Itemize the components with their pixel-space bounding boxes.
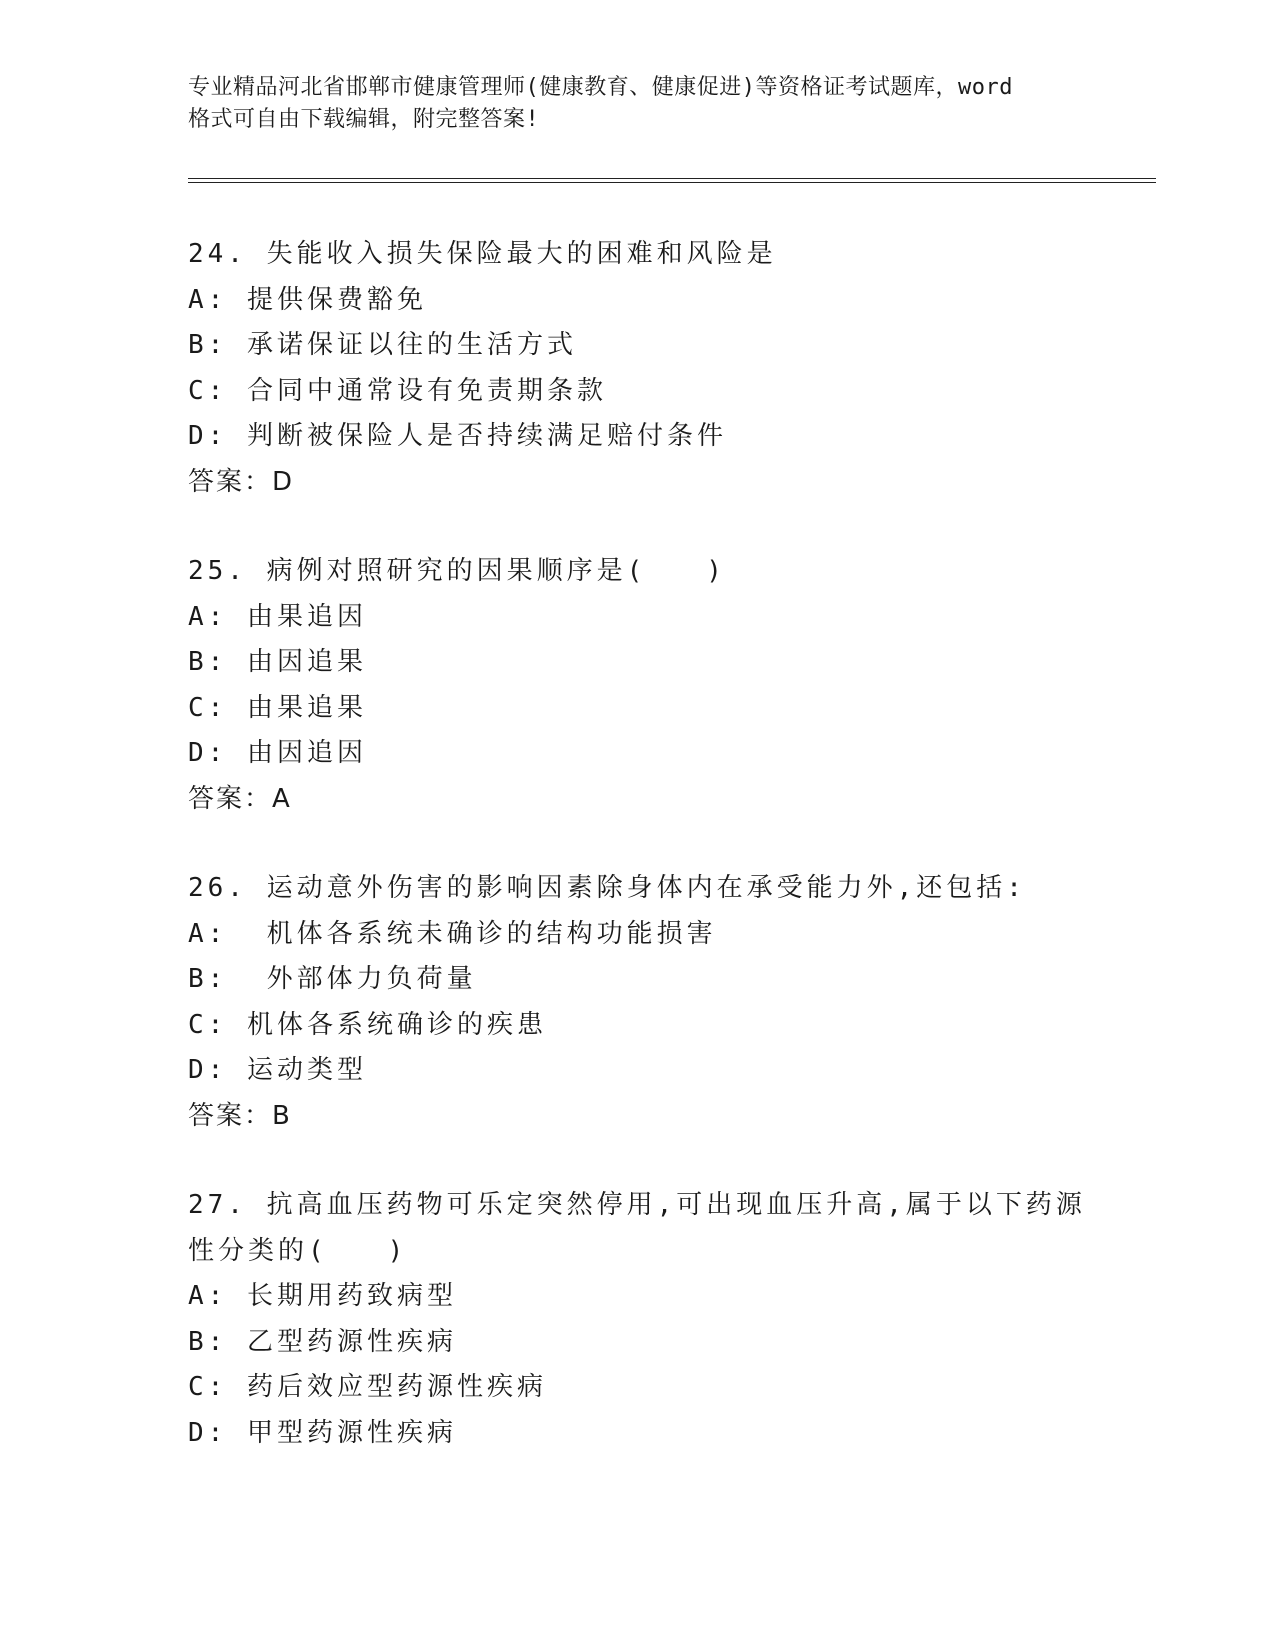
option-a: A: 机体各系统未确诊的结构功能损害 (188, 918, 717, 949)
option-d: D: 判断被保险人是否持续满足赔付条件 (188, 421, 727, 451)
answer-line: 答案：D (188, 466, 295, 497)
header-divider (188, 178, 1156, 183)
question-stem: 24. 失能收入损失保险最大的困难和风险是 (188, 239, 777, 269)
option-b: B: 承诺保证以往的生活方式 (188, 330, 577, 360)
option-b: B: 乙型药源性疾病 (188, 1326, 457, 1357)
question-list (188, 232, 1148, 1500)
option-d: D: 运动类型 (188, 1055, 367, 1085)
question-stem: 26. 运动意外伤害的影响因素除身体内在承受能力外,还包括: (188, 873, 1026, 903)
header-line-2: 格式可自由下载编辑，附完整答案! (188, 107, 540, 132)
question-stem: 27. 抗高血压药物可乐定突然停用,可出现血压升高,属于以下药源性分类的( ) (188, 1190, 1086, 1266)
answer-line: 答案：A (188, 783, 292, 814)
option-b: B: 外部体力负荷量 (188, 964, 477, 994)
option-c: C: 药后效应型药源性疾病 (188, 1372, 547, 1402)
option-a: A: 由果追因 (188, 601, 367, 632)
option-d: D: 由因追因 (188, 738, 367, 768)
header-line-1: 专业精品河北省邯郸市健康管理师(健康教育、健康促进)等资格证考试题库，word (188, 75, 1013, 100)
question-25 (188, 549, 1148, 822)
question-24 (188, 232, 1148, 505)
document-header (188, 72, 1108, 136)
option-d: D: 甲型药源性疾病 (188, 1417, 457, 1448)
answer-line: 答案：B (188, 1100, 292, 1131)
option-a: A: 提供保费豁免 (188, 284, 427, 315)
question-26 (188, 866, 1148, 1139)
option-c: C: 合同中通常设有免责期条款 (188, 375, 607, 406)
question-stem: 25. 病例对照研究的因果顺序是( ) (188, 556, 726, 586)
option-c: C: 机体各系统确诊的疾患 (188, 1009, 547, 1040)
option-b: B: 由因追果 (188, 647, 367, 677)
option-c: C: 由果追果 (188, 692, 367, 723)
question-27 (188, 1183, 1148, 1456)
option-a: A: 长期用药致病型 (188, 1281, 457, 1311)
